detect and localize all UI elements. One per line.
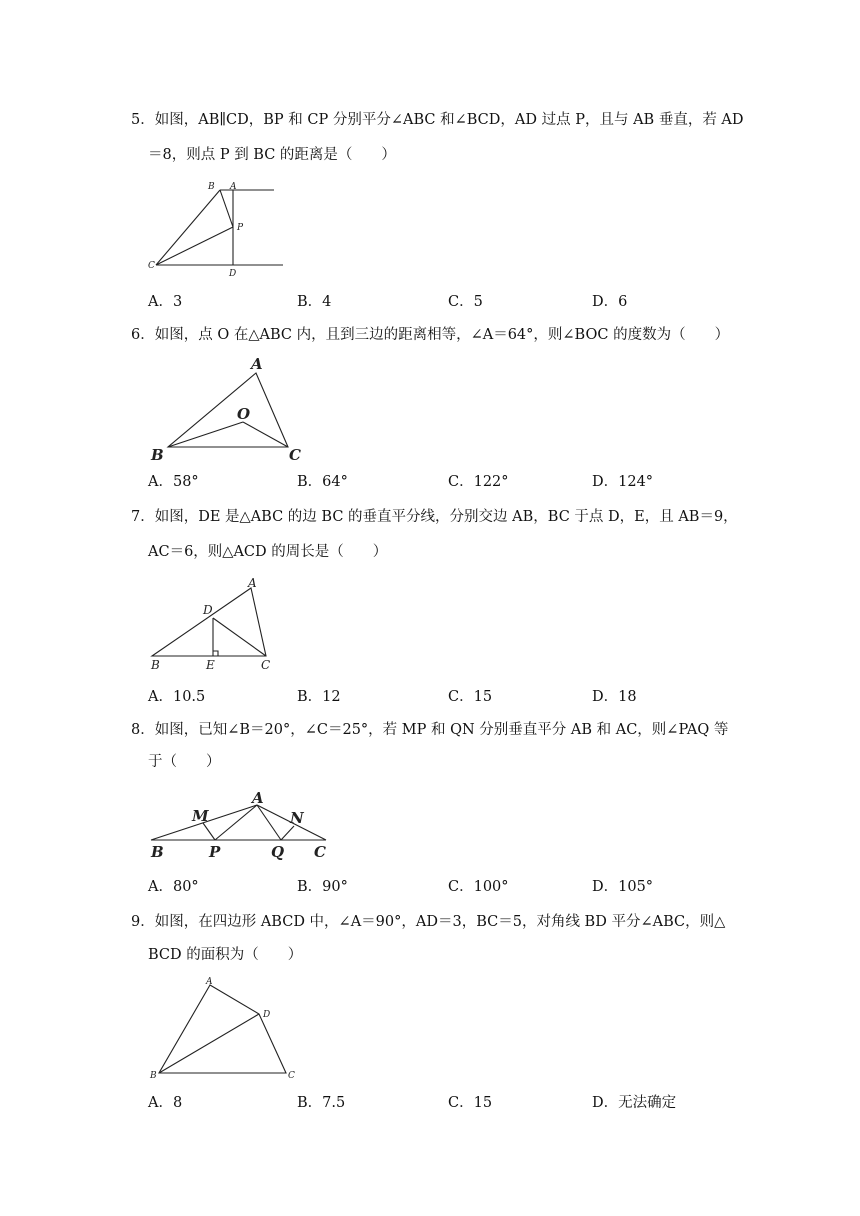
question-7-figure — [145, 572, 285, 672]
label-C: C — [261, 658, 271, 672]
question-5-figure — [145, 175, 290, 280]
option-d[interactable]: D．124° — [592, 474, 654, 490]
question-9-line-1: 9．如图，在四边形 ABCD 中，∠A＝90°，AD＝3，BC＝5，对角线 BD 平分∠ABC，则△ — [131, 914, 726, 930]
option-c[interactable]: C．15 — [448, 689, 493, 705]
label-A: A — [251, 355, 263, 373]
label-B: B — [151, 843, 164, 861]
option-a[interactable]: A．10.5 — [148, 689, 206, 705]
option-d[interactable]: D．105° — [592, 879, 654, 895]
option-b[interactable]: B．64° — [297, 474, 348, 490]
option-a[interactable]: A．3 — [148, 294, 183, 310]
label-N: N — [290, 809, 304, 827]
label-P: P — [209, 843, 221, 861]
label-D: D — [229, 269, 237, 279]
label-O: O — [237, 405, 251, 423]
label-A: A — [230, 182, 237, 192]
option-d[interactable]: D．18 — [592, 689, 637, 705]
question-9-figure — [145, 972, 305, 1084]
label-C: C — [148, 261, 155, 271]
label-P: P — [237, 223, 244, 233]
label-B: B — [208, 182, 215, 192]
question-6-figure — [145, 352, 310, 464]
question-8-figure — [145, 785, 335, 865]
label-Q: Q — [271, 843, 285, 861]
label-B: B — [151, 446, 164, 464]
question-7-line-2: AC＝6，则△ACD 的周长是（ ） — [148, 544, 388, 560]
label-B: B — [150, 1071, 157, 1081]
option-a[interactable]: A．80° — [148, 879, 199, 895]
question-8-line-1: 8．如图，已知∠B＝20°，∠C＝25°，若 MP 和 QN 分别垂直平分 AB 和 AC，则∠PAQ 等 — [131, 722, 729, 738]
label-A: A — [206, 977, 213, 987]
label-B: B — [151, 658, 160, 672]
label-A: A — [248, 576, 257, 590]
option-c[interactable]: C．5 — [448, 294, 483, 310]
label-M: M — [192, 807, 209, 825]
option-c[interactable]: C．15 — [448, 1095, 493, 1111]
option-a[interactable]: A．58° — [148, 474, 199, 490]
label-D: D — [263, 1010, 271, 1020]
option-c[interactable]: C．100° — [448, 879, 509, 895]
label-C: C — [289, 446, 301, 464]
option-b[interactable]: B．12 — [297, 689, 341, 705]
question-5-line-2: ＝8，则点 P 到 BC 的距离是（ ） — [148, 147, 396, 163]
option-a[interactable]: A．8 — [148, 1095, 183, 1111]
question-9-line-2: BCD 的面积为（ ） — [148, 947, 303, 963]
label-C: C — [314, 843, 326, 861]
label-E: E — [206, 658, 215, 672]
option-d[interactable]: D．6 — [592, 294, 628, 310]
option-d[interactable]: D．无法确定 — [592, 1095, 677, 1111]
label-A: A — [252, 789, 264, 807]
option-c[interactable]: C．122° — [448, 474, 509, 490]
question-7-line-1: 7．如图，DE 是△ABC 的边 BC 的垂直平分线，分别交边 AB，BC 于点 D，E，且 AB＝9， — [131, 509, 738, 525]
label-C: C — [288, 1071, 295, 1081]
question-5-line-1: 5．如图，AB∥CD，BP 和 CP 分别平分∠ABC 和∠BCD，AD 过点 P，且与 AB 垂直，若 AD — [131, 112, 744, 128]
option-b[interactable]: B．90° — [297, 879, 348, 895]
option-b[interactable]: B．4 — [297, 294, 332, 310]
question-6-line-1: 6．如图，点 O 在△ABC 内，且到三边的距离相等，∠A＝64°，则∠BOC 的度数为（ ） — [131, 327, 730, 343]
option-b[interactable]: B．7.5 — [297, 1095, 346, 1111]
label-D: D — [203, 603, 213, 617]
question-8-line-2: 于（ ） — [148, 754, 221, 770]
